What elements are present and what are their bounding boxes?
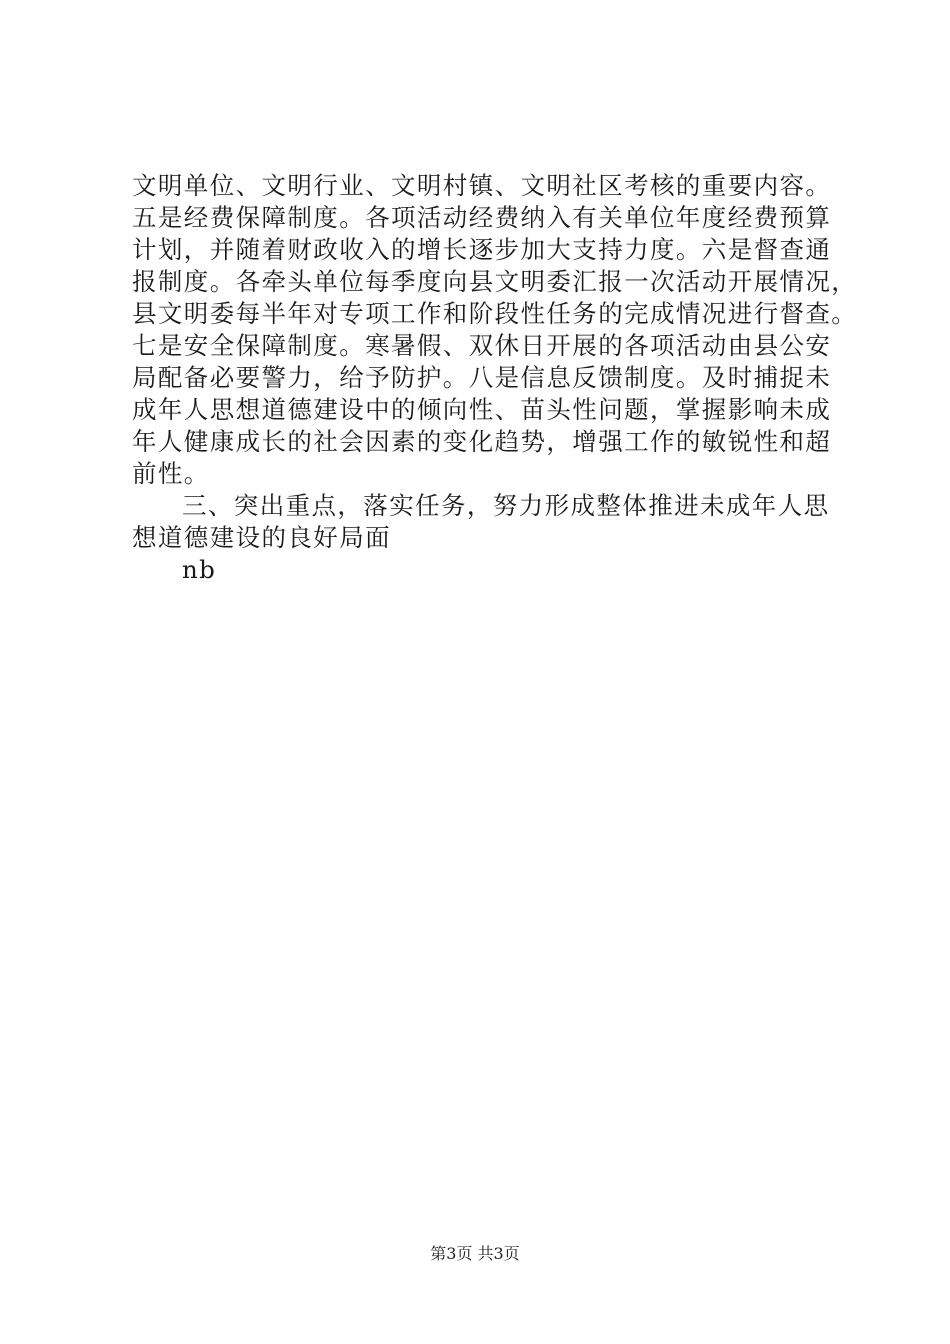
page-number: 第3页 共3页 <box>430 1244 520 1263</box>
document-body <box>132 170 858 586</box>
paragraph-line: 年人健康成长的社会因素的变化趋势，增强工作的敏锐性和超 <box>132 427 832 456</box>
section-heading-continued: 想道德建设的良好局面 <box>132 523 391 552</box>
paragraph-line: 县文明委每半年对专项工作和阶段性任务的完成情况进行督查。 <box>132 299 858 328</box>
paragraph-line: 计划，并随着财政收入的增长逐步加大支持力度。六是督查通 <box>132 235 832 264</box>
paragraph-line: 局配备必要警力，给予防护。八是信息反馈制度。及时捕捉未 <box>132 363 832 392</box>
paragraph-line: 报制度。各牵头单位每季度向县文明委汇报一次活动开展情况， <box>132 267 858 296</box>
page-footer <box>0 1244 950 1264</box>
paragraph-line: 成年人思想道德建设中的倾向性、苗头性问题，掌握影响未成 <box>132 395 832 424</box>
paragraph-line: 五是经费保障制度。各项活动经费纳入有关单位年度经费预算 <box>132 203 832 232</box>
section-heading: 三、突出重点，落实任务，努力形成整体推进未成年人思 <box>182 491 830 520</box>
paragraph-line: 文明单位、文明行业、文明村镇、文明社区考核的重要内容。 <box>132 171 832 200</box>
paragraph-line: 前性。 <box>132 459 210 488</box>
trailing-text: nb <box>182 555 217 584</box>
paragraph-line: 七是安全保障制度。寒暑假、双休日开展的各项活动由县公安 <box>132 331 832 360</box>
